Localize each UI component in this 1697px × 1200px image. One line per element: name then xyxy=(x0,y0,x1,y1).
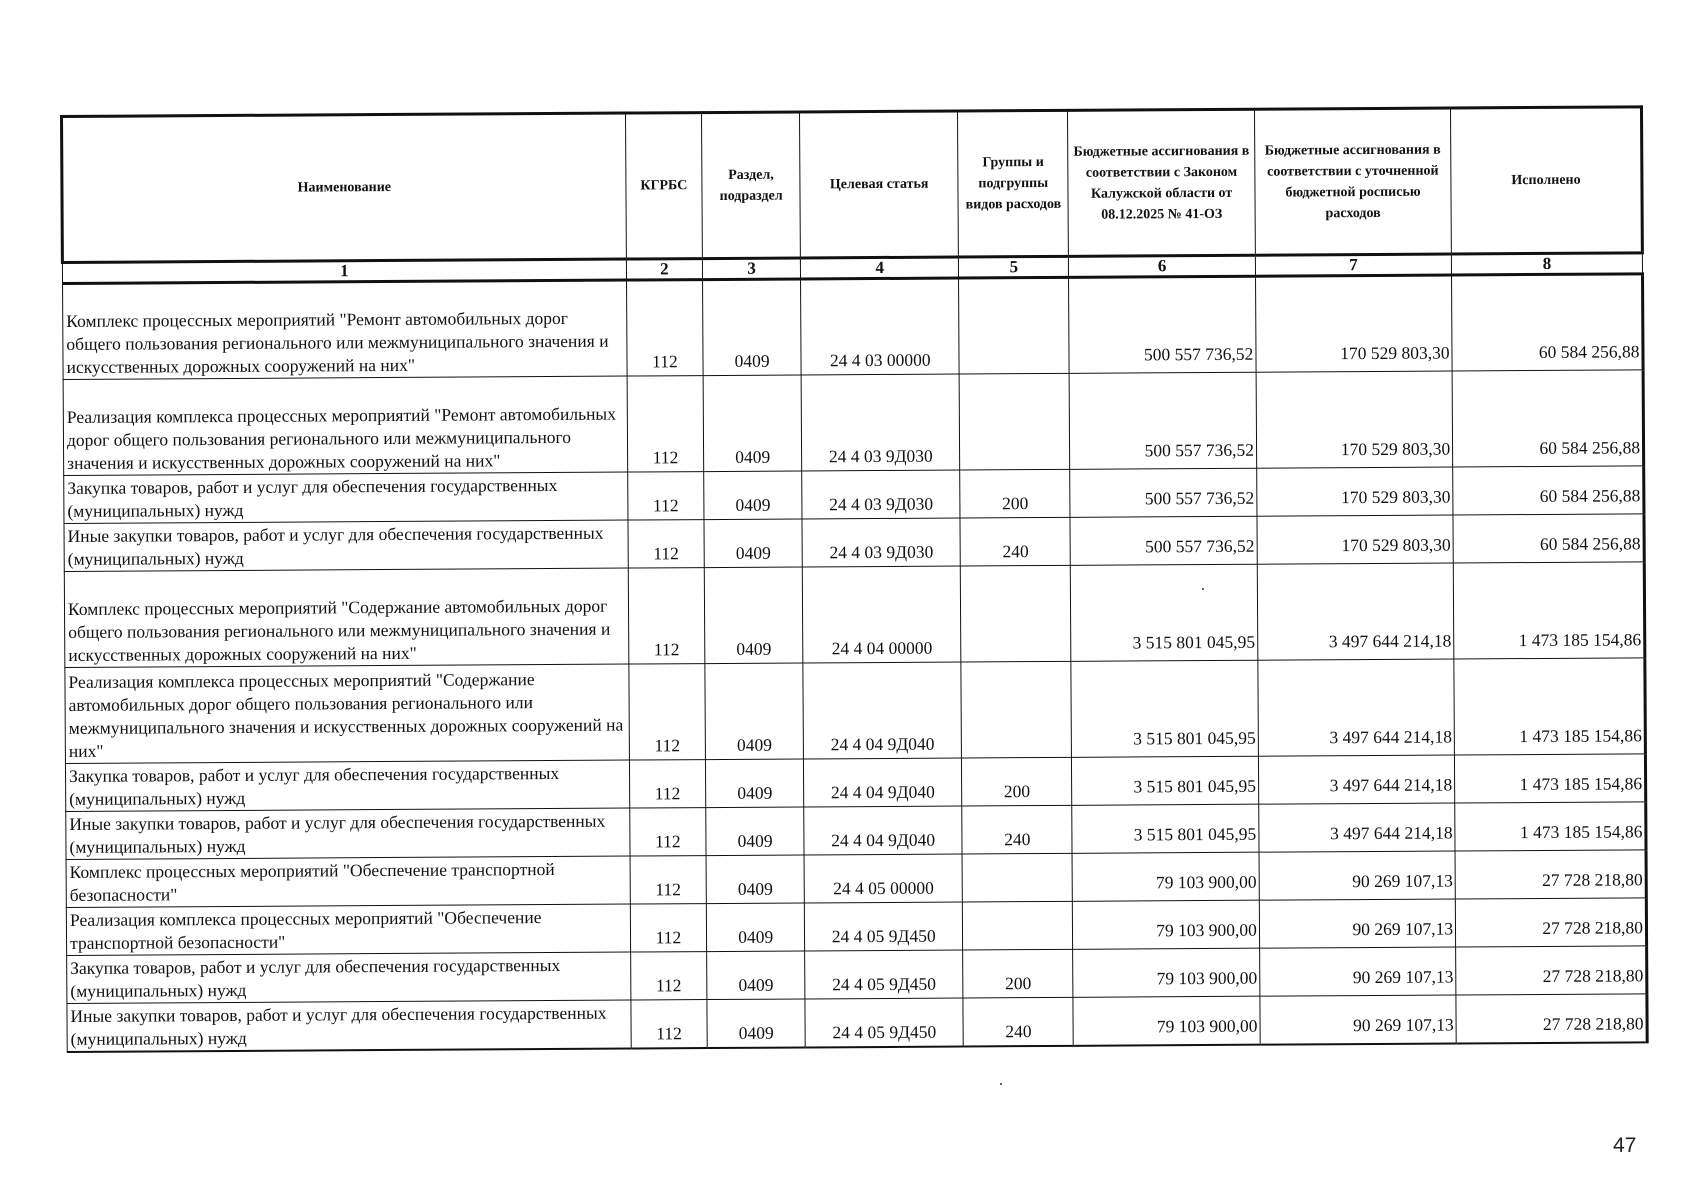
col-header-name: Наименование xyxy=(62,113,627,262)
cell-name: Закупка товаров, работ и услуг для обеспечения государственных (муниципальных) нужд xyxy=(67,952,631,1003)
cell-section: 0409 xyxy=(707,999,805,1048)
cell-name: Закупка товаров, работ и услуг для обеспечения государственных (муниципальных) нужд xyxy=(64,472,628,523)
scan-speck xyxy=(1000,1083,1002,1085)
column-number: 1 xyxy=(62,259,626,283)
cell-kgrbs: 112 xyxy=(629,760,706,808)
table-header xyxy=(62,107,1643,263)
cell-refined-allocation: 3 497 644 214,18 xyxy=(1258,659,1455,756)
cell-law-allocation: 3 515 801 045,95 xyxy=(1071,660,1258,757)
cell-name: Комплекс процессных мероприятий "Содержание автомобильных дорог общего пользования регионального или межмуниципального значения и искусственных дорожных сооружений на них" xyxy=(64,568,628,667)
cell-kgrbs: 112 xyxy=(630,856,707,904)
cell-expense-group xyxy=(961,661,1072,758)
cell-section: 0409 xyxy=(707,951,805,1000)
cell-section: 0409 xyxy=(704,567,803,664)
cell-executed: 1 473 185 154,86 xyxy=(1453,562,1644,659)
cell-law-allocation: 79 103 900,00 xyxy=(1073,996,1260,1045)
table-body xyxy=(62,253,1647,1052)
table-row xyxy=(65,658,1646,764)
cell-refined-allocation: 90 269 107,13 xyxy=(1259,851,1456,900)
cell-expense-group: 240 xyxy=(963,997,1073,1046)
col-header-refined-allocations: Бюджетные ассигнования в соответствии с уточненной бюджетной росписью расходов xyxy=(1254,108,1451,255)
cell-executed: 60 584 256,88 xyxy=(1453,514,1644,563)
col-header-kgrbs: КГРБС xyxy=(625,113,702,259)
cell-target: 24 4 03 9Д030 xyxy=(801,374,960,471)
cell-target: 24 4 04 00000 xyxy=(802,566,961,663)
cell-kgrbs: 112 xyxy=(629,664,706,760)
cell-executed: 1 473 185 154,86 xyxy=(1455,754,1646,803)
column-number: 7 xyxy=(1255,254,1451,276)
cell-refined-allocation: 170 529 803,30 xyxy=(1257,515,1454,564)
cell-section: 0409 xyxy=(703,375,802,472)
cell-law-allocation: 79 103 900,00 xyxy=(1073,948,1260,997)
cell-kgrbs: 112 xyxy=(627,472,704,520)
cell-refined-allocation: 170 529 803,30 xyxy=(1257,467,1454,516)
cell-refined-allocation: 170 529 803,30 xyxy=(1255,275,1452,372)
cell-executed: 60 584 256,88 xyxy=(1452,370,1643,467)
cell-executed: 27 728 218,80 xyxy=(1455,850,1646,899)
cell-expense-group: 200 xyxy=(960,469,1070,518)
cell-expense-group xyxy=(962,853,1072,902)
cell-executed: 27 728 218,80 xyxy=(1456,946,1647,995)
cell-kgrbs: 112 xyxy=(626,280,703,376)
cell-refined-allocation: 90 269 107,13 xyxy=(1259,899,1456,948)
cell-section: 0409 xyxy=(703,279,802,376)
cell-target: 24 4 03 9Д030 xyxy=(802,518,960,567)
col-header-law-allocations: Бюджетные ассигнования в соответствии с Законом Калужской области от 08.12.2025 № 41-ОЗ xyxy=(1068,109,1255,256)
cell-target: 24 4 04 9Д040 xyxy=(803,662,962,759)
cell-law-allocation: 3 515 801 045,95 xyxy=(1072,756,1259,805)
cell-target: 24 4 04 9Д040 xyxy=(804,806,962,855)
cell-refined-allocation: 90 269 107,13 xyxy=(1260,995,1457,1044)
cell-section: 0409 xyxy=(704,471,802,520)
cell-expense-group: 200 xyxy=(963,949,1073,998)
cell-refined-allocation: 3 497 644 214,18 xyxy=(1259,803,1456,852)
cell-expense-group: 240 xyxy=(960,517,1070,566)
cell-executed: 1 473 185 154,86 xyxy=(1455,802,1646,851)
cell-section: 0409 xyxy=(706,807,804,856)
cell-name: Закупка товаров, работ и услуг для обеспечения государственных (муниципальных) нужд xyxy=(65,760,629,811)
cell-refined-allocation: 3 497 644 214,18 xyxy=(1258,755,1455,804)
cell-target: 24 4 05 00000 xyxy=(804,854,962,903)
column-number: 5 xyxy=(959,256,1069,278)
header-row xyxy=(62,107,1643,263)
cell-expense-group xyxy=(963,901,1073,950)
cell-target: 24 4 03 9Д030 xyxy=(802,470,960,519)
cell-executed: 27 728 218,80 xyxy=(1455,898,1646,947)
column-number: 3 xyxy=(702,258,800,280)
cell-kgrbs: 112 xyxy=(631,1000,708,1048)
cell-expense-group xyxy=(961,565,1072,662)
cell-section: 0409 xyxy=(706,759,804,808)
cell-expense-group: 240 xyxy=(962,805,1072,854)
cell-name: Комплекс процессных мероприятий "Ремонт автомобильных дорог общего пользования регионального или межмуниципального значения и искусственных дорожных сооружений на них" xyxy=(63,280,627,379)
cell-law-allocation: 79 103 900,00 xyxy=(1073,900,1260,949)
scan-speck xyxy=(1202,588,1204,590)
cell-law-allocation: 500 557 736,52 xyxy=(1070,468,1257,517)
column-number: 8 xyxy=(1452,253,1643,275)
column-number: 6 xyxy=(1069,255,1256,277)
col-header-section: Раздел, подраздел xyxy=(702,112,801,259)
cell-section: 0409 xyxy=(705,663,804,760)
cell-name: Реализация комплекса процессных мероприятий "Обеспечение транспортной безопасности" xyxy=(66,904,630,955)
col-header-executed: Исполнено xyxy=(1451,107,1643,254)
cell-name: Реализация комплекса процессных мероприятий "Содержание автомобильных дорог общего пользования регионального или межмуниципального значения и искусственных дорожных сооружений на них" xyxy=(65,664,629,763)
cell-expense-group: 200 xyxy=(962,757,1072,806)
cell-refined-allocation: 90 269 107,13 xyxy=(1259,947,1456,996)
cell-section: 0409 xyxy=(706,855,804,904)
cell-name: Иные закупки товаров, работ и услуг для обеспечения государственных (муниципальных) нужд xyxy=(64,520,628,571)
cell-executed: 1 473 185 154,86 xyxy=(1454,658,1645,755)
cell-kgrbs: 112 xyxy=(630,952,707,1000)
cell-target: 24 4 05 9Д450 xyxy=(805,950,963,999)
cell-refined-allocation: 3 497 644 214,18 xyxy=(1257,563,1454,660)
cell-executed: 27 728 218,80 xyxy=(1456,994,1647,1043)
cell-law-allocation: 3 515 801 045,95 xyxy=(1071,564,1258,661)
cell-name: Иные закупки товаров, работ и услуг для обеспечения государственных (муниципальных) нужд xyxy=(67,1000,631,1051)
cell-target: 24 4 03 00000 xyxy=(801,278,960,375)
cell-name: Комплекс процессных мероприятий "Обеспечение транспортной безопасности" xyxy=(66,856,630,907)
budget-table xyxy=(60,105,1649,1052)
cell-law-allocation: 500 557 736,52 xyxy=(1070,372,1257,469)
page-number: 47 xyxy=(1613,1134,1637,1157)
table-row xyxy=(63,370,1644,476)
cell-target: 24 4 04 9Д040 xyxy=(804,758,962,807)
cell-name: Реализация комплекса процессных мероприятий "Ремонт автомобильных дорог общего пользования регионального или межмуниципального значения и искусственных дорожных сооружений на них" xyxy=(63,376,627,475)
cell-law-allocation: 500 557 736,52 xyxy=(1069,276,1256,373)
cell-kgrbs: 112 xyxy=(630,904,707,952)
col-header-expense-group: Группы и подгруппы видов расходов xyxy=(958,110,1069,257)
table-row xyxy=(67,994,1647,1052)
cell-kgrbs: 112 xyxy=(629,808,706,856)
cell-section: 0409 xyxy=(706,903,804,952)
cell-law-allocation: 3 515 801 045,95 xyxy=(1072,804,1259,853)
cell-kgrbs: 112 xyxy=(628,520,705,568)
cell-target: 24 4 05 9Д450 xyxy=(805,902,963,951)
cell-expense-group xyxy=(959,277,1070,374)
cell-law-allocation: 79 103 900,00 xyxy=(1072,852,1259,901)
table-row xyxy=(63,274,1644,380)
col-header-target: Целевая статья xyxy=(800,111,959,258)
cell-kgrbs: 112 xyxy=(628,568,705,664)
cell-kgrbs: 112 xyxy=(627,376,704,472)
cell-section: 0409 xyxy=(704,519,802,568)
cell-target: 24 4 05 9Д450 xyxy=(805,998,963,1047)
column-number: 4 xyxy=(801,257,959,279)
cell-expense-group xyxy=(959,373,1070,470)
cell-law-allocation: 500 557 736,52 xyxy=(1070,516,1257,565)
cell-executed: 60 584 256,88 xyxy=(1452,274,1643,371)
cell-executed: 60 584 256,88 xyxy=(1453,466,1644,515)
cell-refined-allocation: 170 529 803,30 xyxy=(1256,371,1453,468)
table-row xyxy=(64,562,1645,668)
cell-name: Иные закупки товаров, работ и услуг для обеспечения государственных (муниципальных) нужд xyxy=(66,808,630,859)
column-number: 2 xyxy=(626,259,702,280)
